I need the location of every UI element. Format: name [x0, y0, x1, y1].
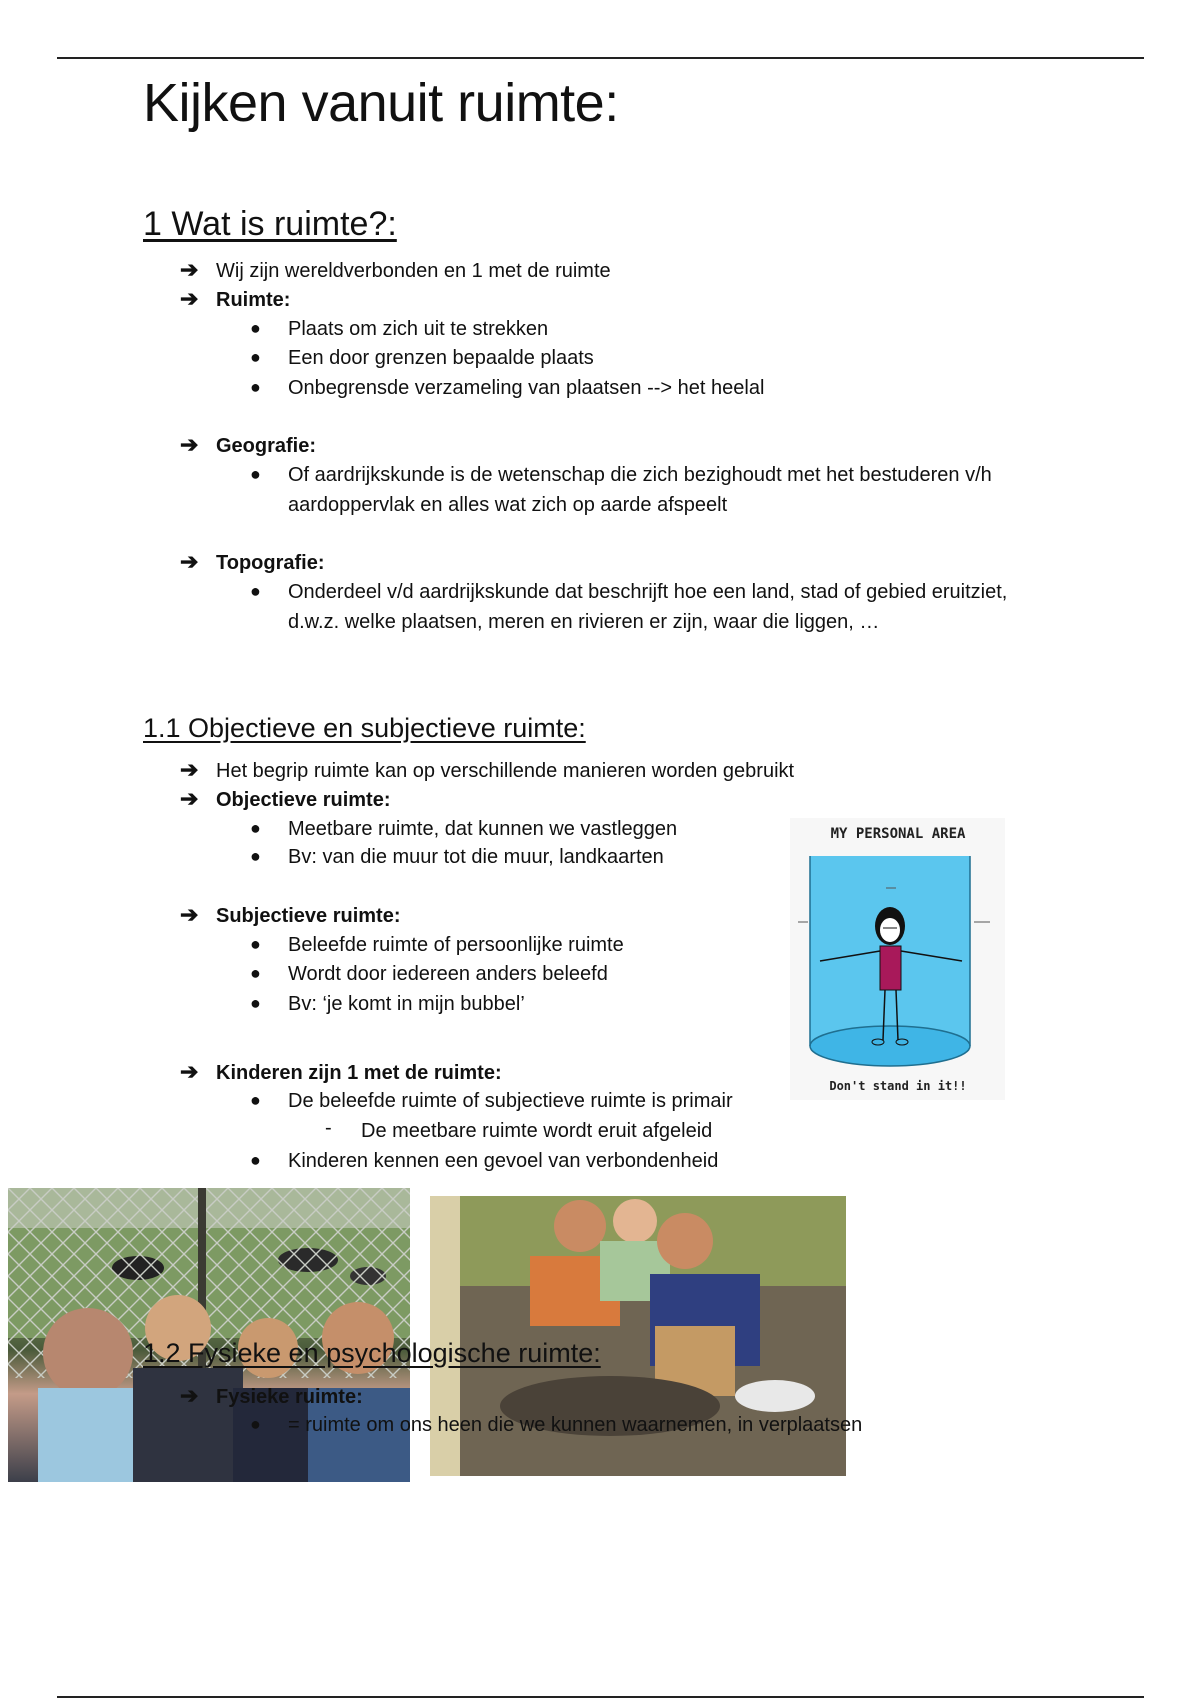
- arrow-icon: ➔: [180, 902, 199, 927]
- arrow-icon: ➔: [180, 549, 199, 574]
- list-sub-item: De meetbare ruimte wordt eruit afgeleid: [361, 1120, 713, 1142]
- bullet-icon: ●: [250, 963, 261, 983]
- bullet-icon: ●: [250, 347, 261, 367]
- illustration-top-text: MY PERSONAL AREA: [830, 826, 966, 842]
- ruimte-label: Ruimte:: [216, 289, 291, 311]
- bullet-icon: ●: [250, 318, 261, 338]
- geografie-label: Geografie:: [216, 435, 317, 457]
- child-head: [613, 1199, 657, 1243]
- section-1-heading: 1 Wat is ruimte?:: [143, 205, 397, 243]
- bottom-rule: [57, 1696, 1144, 1698]
- cloth: [735, 1380, 815, 1412]
- list-item: Bv: van die muur tot die muur, landkaarten: [288, 846, 664, 868]
- arrow-icon: ➔: [180, 1059, 199, 1084]
- child-head: [657, 1213, 713, 1269]
- child-head: [554, 1200, 606, 1252]
- list-item: Plaats om zich uit te strekken: [288, 318, 549, 340]
- section-1-1-arrow-text: Het begrip ruimte kan op verschillende manieren worden gebruikt: [216, 760, 795, 782]
- bullet-icon: ●: [250, 464, 261, 484]
- arrow-icon: ➔: [180, 257, 199, 282]
- illustration-bottom-text: Don't stand in it!!: [829, 1079, 967, 1093]
- list-item: De beleefde ruimte of subjectieve ruimte is primair: [288, 1090, 733, 1112]
- section-1-arrow-text: Wij zijn wereldverbonden en 1 met de ruimte: [216, 260, 611, 282]
- bullet-icon: ●: [250, 1090, 261, 1110]
- bullet-icon: ●: [250, 1150, 261, 1170]
- topografie-label: Topografie:: [216, 552, 325, 574]
- child-shirt: [38, 1388, 148, 1482]
- arrow-icon: ➔: [180, 757, 199, 782]
- arrow-icon: ➔: [180, 1383, 199, 1408]
- subjectief-label: Subjectieve ruimte:: [216, 905, 401, 927]
- child-head: [43, 1308, 133, 1398]
- bullet-icon: ●: [250, 581, 261, 601]
- kinderen-label: Kinderen zijn 1 met de ruimte:: [216, 1062, 502, 1084]
- bullet-icon: ●: [250, 818, 261, 838]
- page-title: Kijken vanuit ruimte:: [143, 73, 619, 133]
- list-item: Beleefde ruimte of persoonlijke ruimte: [288, 934, 624, 956]
- figure-shirt: [880, 946, 901, 990]
- personal-area-drawing: [790, 818, 1005, 1100]
- section-1-1-heading: 1.1 Objectieve en subjectieve ruimte:: [143, 713, 586, 743]
- list-item: Onbegrensde verzameling van plaatsen --> het heelal: [288, 377, 765, 399]
- cylinder-base: [810, 1026, 970, 1066]
- objectief-label: Objectieve ruimte:: [216, 789, 391, 811]
- bullet-icon: ●: [250, 1414, 261, 1434]
- bullet-icon: ●: [250, 934, 261, 954]
- arrow-icon: ➔: [180, 786, 199, 811]
- top-rule: [57, 57, 1144, 59]
- list-item: Meetbare ruimte, dat kunnen we vastleggen: [288, 818, 678, 840]
- list-item: Kinderen kennen een gevoel van verbondenheid: [288, 1150, 719, 1172]
- list-item: Wordt door iedereen anders beleefd: [288, 963, 608, 985]
- section-1-2-heading: 1.2 Fysieke en psychologische ruimte:: [143, 1338, 601, 1368]
- list-item: Een door grenzen bepaalde plaats: [288, 347, 594, 369]
- list-item-continuation: d.w.z. welke plaatsen, meren en rivieren er zijn, waar die liggen, …: [288, 611, 880, 633]
- list-item: Bv: ‘je komt in mijn bubbel’: [288, 993, 525, 1015]
- dash-icon: -: [325, 1117, 332, 1139]
- list-item: Of aardrijkskunde is de wetenschap die zich bezighoudt met het bestuderen v/h: [288, 464, 992, 486]
- arrow-icon: ➔: [180, 286, 199, 311]
- list-item: = ruimte om ons heen die we kunnen waarnemen, in verplaatsen: [288, 1414, 863, 1436]
- personal-area-illustration: [790, 818, 1005, 1100]
- bullet-icon: ●: [250, 377, 261, 397]
- bullet-icon: ●: [250, 993, 261, 1013]
- arrow-icon: ➔: [180, 432, 199, 457]
- fysiek-label: Fysieke ruimte:: [216, 1386, 363, 1408]
- bullet-icon: ●: [250, 846, 261, 866]
- list-item: Onderdeel v/d aardrijkskunde dat beschrijft hoe een land, stad of gebied eruitziet,: [288, 581, 1008, 603]
- list-item-continuation: aardoppervlak en alles wat zich op aarde afspeelt: [288, 494, 728, 516]
- figure-face: [880, 918, 900, 942]
